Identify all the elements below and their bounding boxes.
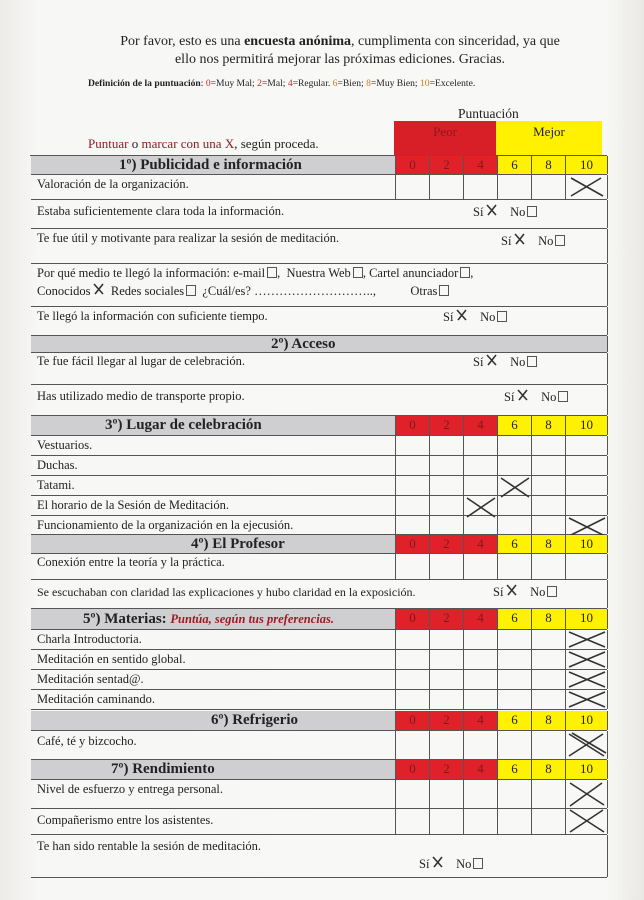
yes-no-choice[interactable]: Sí No [419, 857, 483, 872]
score-cell[interactable] [497, 516, 531, 534]
x-mark-icon [566, 690, 608, 709]
score-cell-checked[interactable] [565, 175, 607, 199]
score-cell[interactable] [395, 516, 429, 534]
checkbox-icon [527, 206, 537, 217]
score-cell[interactable] [497, 496, 531, 515]
scores-title: Puntuación [458, 106, 519, 121]
question-row: Te han sido rentable la sesión de meditación. Sí No [31, 835, 607, 878]
score-cell-checked[interactable] [565, 650, 607, 669]
score-cell[interactable] [395, 175, 429, 199]
score-cell[interactable] [531, 175, 565, 199]
section-5-header: 5º) Materias: Puntúa, según tus preferencias. 0 2 4 6 8 10 [31, 609, 607, 630]
question-row: Tatami. [31, 476, 607, 496]
score-cell[interactable] [463, 780, 497, 808]
section-7-header: 7º) Rendimiento 0 2 4 6 8 10 [31, 760, 607, 780]
intro-text: Por favor, esto es una encuesta anónima, cumplimenta con sinceridad, ya que ello nos permitirá mejorar las próximas ediciones. Gracias. [120, 34, 560, 67]
question-row: Charla Introductoria. [31, 630, 607, 650]
section-2-header: 2º) Acceso [31, 336, 607, 353]
score-cell-checked[interactable] [565, 516, 607, 534]
score-6: 6 [497, 156, 531, 174]
checkbox-icon [558, 391, 568, 402]
score-cell-checked[interactable] [565, 809, 607, 834]
score-cell[interactable] [531, 650, 565, 669]
score-cell[interactable] [497, 436, 531, 455]
score-cell[interactable] [395, 456, 429, 475]
question-row: Estaba suficientemente clara toda la información. Sí No [31, 200, 607, 229]
section-1-header [31, 156, 607, 175]
question-row: Por qué medio te llegó la información: e-mail , Nuestra Web , Cartel anunciador , Conocidos Redes sociales ¿Cuál/es? ……………………….., Otras [31, 264, 607, 307]
score-cell-checked[interactable] [565, 731, 607, 759]
section-title: 1º) Publicidad e información [119, 157, 302, 173]
checked-x-icon [487, 356, 498, 367]
checked-x-icon [507, 586, 518, 597]
score-cell-checked[interactable] [463, 496, 497, 515]
question-row: Nivel de esfuerzo y entrega personal. [31, 780, 607, 809]
score-cell[interactable] [531, 554, 565, 579]
score-cell-checked[interactable] [565, 690, 607, 709]
score-cell[interactable] [429, 436, 463, 455]
checkbox-icon [439, 285, 449, 296]
score-cell[interactable] [429, 731, 463, 759]
survey-form [30, 155, 607, 871]
score-cell[interactable] [429, 630, 463, 649]
score-cell[interactable] [565, 436, 607, 455]
checked-x-icon [457, 311, 468, 322]
score-cell[interactable] [463, 630, 497, 649]
score-8: 8 [531, 156, 565, 174]
question-row: Meditación caminando. [31, 690, 607, 710]
checked-x-icon [518, 391, 529, 402]
checked-x-icon [94, 285, 105, 296]
score-cell[interactable] [395, 670, 429, 689]
score-cell[interactable] [395, 436, 429, 455]
score-cell[interactable] [497, 630, 531, 649]
score-cell[interactable] [395, 780, 429, 808]
question-row: Meditación en sentido global. [31, 650, 607, 670]
checkbox-icon [497, 311, 507, 322]
question-row: Duchas. [31, 456, 607, 476]
x-mark-icon [568, 176, 606, 198]
score-cell[interactable] [429, 780, 463, 808]
score-cell[interactable] [565, 456, 607, 475]
section-3-header: 3º) Lugar de celebración 0 2 4 6 8 10 [31, 416, 607, 436]
score-cell[interactable] [429, 175, 463, 199]
score-cell[interactable] [429, 554, 463, 579]
question-row: Compañerismo entre los asistentes. [31, 809, 607, 835]
score-cell[interactable] [395, 809, 429, 834]
checkbox-icon [473, 858, 483, 869]
score-cell-checked[interactable] [565, 780, 607, 808]
score-cell[interactable] [531, 516, 565, 534]
score-cell[interactable] [463, 456, 497, 475]
score-cell[interactable] [497, 780, 531, 808]
yes-no-choice[interactable]: Sí No [501, 234, 565, 249]
score-cell[interactable] [497, 175, 531, 199]
score-cell[interactable] [497, 731, 531, 759]
x-mark-icon [566, 809, 608, 834]
score-cell[interactable] [463, 436, 497, 455]
section-4-header: 4º) El Profesor 0 2 4 6 8 10 [31, 535, 607, 554]
checkbox-icon [555, 235, 565, 246]
score-cell[interactable] [565, 476, 607, 495]
x-mark-icon [566, 670, 608, 689]
checked-x-icon [433, 858, 444, 869]
question-row: Vestuarios. [31, 436, 607, 456]
score-cell[interactable] [395, 630, 429, 649]
score-cell[interactable] [395, 476, 429, 495]
score-cell[interactable] [395, 496, 429, 515]
checkbox-icon [547, 586, 557, 597]
score-cell[interactable] [395, 731, 429, 759]
score-cell[interactable] [531, 731, 565, 759]
yes-no-choice[interactable]: Sí No [443, 310, 507, 325]
yes-no-choice[interactable]: Sí No [473, 205, 537, 220]
score-cell[interactable] [429, 809, 463, 834]
question-row: Se escuchaban con claridad las explicaciones y hubo claridad en la exposición. Sí No [31, 580, 607, 609]
score-0: 0 [395, 156, 429, 174]
score-cell[interactable] [531, 809, 565, 834]
worse-header: Peor [394, 121, 496, 155]
score-cell[interactable] [531, 436, 565, 455]
question-row: Funcionamiento de la organización en la ejecusión. [31, 516, 607, 535]
score-cell[interactable] [429, 670, 463, 689]
score-cell[interactable] [463, 670, 497, 689]
x-mark-icon [566, 630, 608, 649]
better-header: Mejor [496, 121, 602, 155]
score-cell[interactable] [429, 456, 463, 475]
score-cell[interactable] [463, 809, 497, 834]
question-row: El horario de la Sesión de Meditación. [31, 496, 607, 516]
x-mark-icon [566, 650, 608, 669]
question-row: Te fue útil y motivante para realizar la sesión de meditación. Sí No [31, 229, 607, 264]
question-row: Valoración de la organización. [31, 175, 607, 200]
score-cell[interactable] [565, 554, 607, 579]
score-definition: Definición de la puntuación: 0=Muy Mal; 2=Mal; 4=Regular. 6=Bien; 8=Muy Bien; 10=Excelente. [88, 78, 476, 89]
question-row: Has utilizado medio de transporte propio. Sí No [31, 385, 607, 416]
question-row: Conexión entre la teoría y la práctica. [31, 554, 607, 580]
score-cell[interactable] [429, 496, 463, 515]
score-cell[interactable] [531, 690, 565, 709]
score-cell-checked[interactable] [565, 630, 607, 649]
yes-no-choice[interactable]: Sí No [493, 585, 557, 600]
checkbox-icon [353, 267, 363, 278]
score-cell[interactable] [429, 476, 463, 495]
score-cell[interactable] [429, 516, 463, 534]
score-cell[interactable] [429, 650, 463, 669]
checkbox-icon [460, 267, 470, 278]
checkbox-icon [186, 285, 196, 296]
question-row: Te llegó la información con suficiente tiempo. Sí No [31, 307, 607, 336]
score-cell[interactable] [463, 516, 497, 534]
score-cell[interactable] [531, 456, 565, 475]
score-cell[interactable] [531, 670, 565, 689]
checkbox-icon [527, 356, 537, 367]
question-row: Te fue fácil llegar al lugar de celebración. Sí No [31, 353, 607, 385]
checked-x-icon [487, 206, 498, 217]
score-cell[interactable] [531, 476, 565, 495]
score-cell[interactable] [463, 731, 497, 759]
score-cell[interactable] [531, 780, 565, 808]
score-cell[interactable] [463, 650, 497, 669]
score-cell[interactable] [565, 496, 607, 515]
score-cell[interactable] [497, 456, 531, 475]
x-mark-icon [566, 780, 608, 808]
score-cell[interactable] [497, 554, 531, 579]
score-cell[interactable] [395, 554, 429, 579]
score-cell[interactable] [429, 690, 463, 709]
score-10: 10 [565, 156, 607, 174]
score-cell[interactable] [463, 554, 497, 579]
question-row: Café, té y bizcocho. [31, 731, 607, 760]
score-cell[interactable] [395, 650, 429, 669]
yes-no-choice[interactable]: Sí No [504, 390, 568, 405]
score-cell[interactable] [497, 809, 531, 834]
score-cell[interactable] [497, 670, 531, 689]
score-cell[interactable] [395, 690, 429, 709]
score-cell[interactable] [531, 496, 565, 515]
instructions: Puntuar o marcar con una X, según proceda. [88, 136, 319, 151]
checked-x-icon [515, 235, 526, 246]
score-cell[interactable] [463, 476, 497, 495]
score-cell[interactable] [497, 650, 531, 669]
score-cell[interactable] [463, 175, 497, 199]
question-row: Meditación sentad@. [31, 670, 607, 690]
x-mark-icon [566, 731, 608, 759]
score-cell[interactable] [497, 690, 531, 709]
score-2: 2 [429, 156, 463, 174]
yes-no-choice[interactable]: Sí No [473, 355, 537, 370]
score-4: 4 [463, 156, 497, 174]
score-cell[interactable] [531, 630, 565, 649]
score-cell-checked[interactable] [565, 670, 607, 689]
score-cell-checked[interactable] [497, 476, 531, 495]
checkbox-icon [267, 267, 277, 278]
section-6-header: 6º) Refrigerio 0 2 4 6 8 10 [31, 711, 607, 731]
score-cell[interactable] [463, 690, 497, 709]
